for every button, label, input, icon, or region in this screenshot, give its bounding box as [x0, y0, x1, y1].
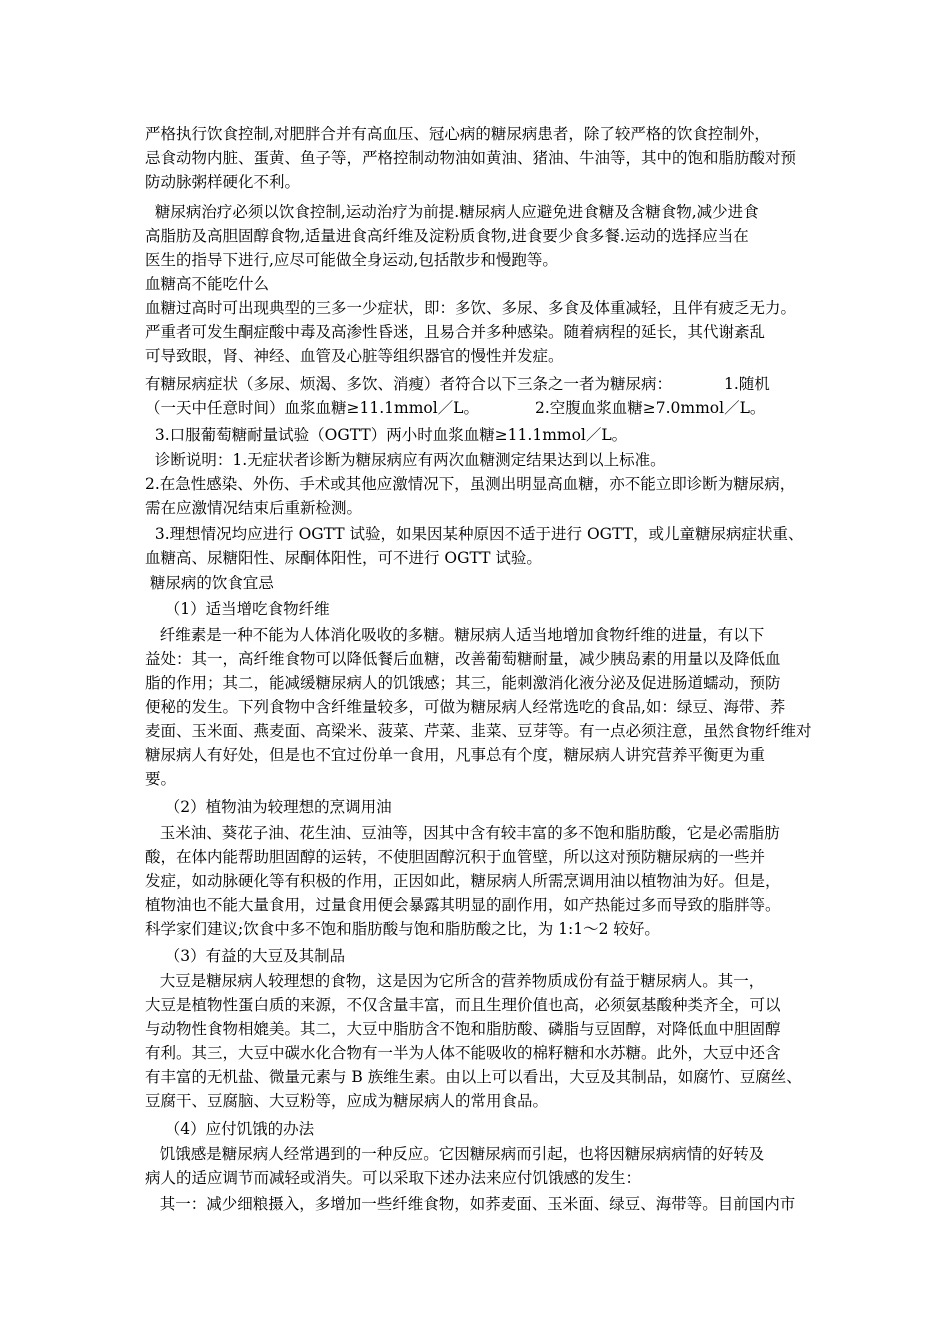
- text-line: 大豆是糖尿病人较理想的食物，这是因为它所含的营养物质成份有益于糖尿病人。其一，: [145, 972, 765, 990]
- subheading: （1）适当增吃食物纤维: [145, 600, 330, 618]
- text-line: 玉米油、葵花子油、花生油、豆油等，因其中含有较丰富的多不饱和脂肪酸，它是必需脂肪: [145, 824, 780, 842]
- section-heading: 糖尿病的饮食宜忌: [145, 574, 274, 592]
- text-line: 发症，如动脉硬化等有积极的作用，正因如此，糖尿病人所需烹调用油以植物油为好。但是，: [145, 872, 781, 890]
- text-line: 大豆是植物性蛋白质的来源，不仅含量丰富，而且生理价值也高，必须氨基酸种类齐全，可以: [145, 996, 781, 1014]
- text-line: 血糖高、尿糖阳性、尿酮体阳性，可不进行 OGTT 试验。: [145, 549, 542, 567]
- text-line: 与动物性食物相媲美。其二，大豆中脂肪含不饱和脂肪酸、磷脂与豆固醇，对降低血中胆固醇: [145, 1020, 781, 1038]
- text-line: 2.在急性感染、外伤、手术或其他应激情况下，虽测出明显高血糖，亦不能立即诊断为糖尿病，: [145, 475, 796, 493]
- text-line: 其一：减少细粮摄入，多增加一些纤维食物，如荞麦面、玉米面、绿豆、海带等。目前国内市: [145, 1195, 796, 1213]
- text-line: 酸，在体内能帮助胆固醇的运转，不使胆固醇沉积于血管壁，所以这对预防糖尿病的一些并: [145, 848, 766, 866]
- criteria-2: 2.空腹血浆血糖≥7.0mmol／L。: [534, 399, 766, 417]
- text-line: 3.理想情况均应进行 OGTT 试验，如果因某种原因不适于进行 OGTT，或儿童糖尿病症状重、: [145, 525, 804, 543]
- text-line: [145, 397, 825, 421]
- subheading: （2）植物油为较理想的烹调用油: [145, 798, 392, 816]
- text-line: 便秘的发生。下列食物中含纤维量较多，可做为糖尿病人经常选吃的食品,如：绿豆、海带、荞: [145, 698, 786, 716]
- text-line: 饥饿感是糖尿病人经常遇到的一种反应。它因糖尿病而引起，也将因糖尿病病情的好转及: [145, 1145, 765, 1163]
- section-heading: 血糖高不能吃什么: [145, 275, 270, 293]
- text-line: 麦面、玉米面、燕麦面、高梁米、菠菜、芹菜、韭菜、豆芽等。有一点必须注意，虽然食物纤维对: [145, 722, 812, 740]
- text-line: 诊断说明：1.无症状者诊断为糖尿病应有两次血糖测定结果达到以上标准。: [145, 451, 666, 469]
- text-line: 严重者可发生酮症酸中毒及高渗性昏迷，且易合并多种感染。随着病程的延长，其代谢紊乱: [145, 323, 766, 341]
- text-line: 可导致眼，肾、神经、血管及心脏等组织器官的慢性并发症。: [145, 347, 564, 365]
- criteria-1: （一天中任意时间）血浆血糖≥11.1mmol／L。: [145, 399, 479, 417]
- text-line: 糖尿病人有好处，但是也不宜过份单一食用，凡事总有个度，糖尿病人讲究营养平衡更为重: [145, 746, 766, 764]
- text-line: 血糖过高时可出现典型的三多一少症状，即：多饮、多尿、多食及体重减轻，且伴有疲乏无力。: [145, 299, 797, 317]
- text-line: [145, 373, 825, 397]
- text-line: 有利。其三，大豆中碳水化合物有一半为人体不能吸收的棉籽糖和水苏糖。此外，大豆中还含: [145, 1044, 781, 1062]
- criteria-3: 3.口服葡萄糖耐量试验（OGTT）两小时血浆血糖≥11.1mmol／L。: [145, 426, 628, 444]
- text-line: 有丰富的无机盐、微量元素与 B 族维生素。由以上可以看出，大豆及其制品，如腐竹、豆腐丝、: [145, 1068, 802, 1086]
- text-line: 病人的适应调节而减轻或消失。可以采取下述办法来应付饥饿感的发生：: [145, 1169, 642, 1187]
- text-line: 糖尿病治疗必须以饮食控制,运动治疗为前提.糖尿病人应避免进食糖及含糖食物,减少进食: [145, 203, 759, 221]
- text-line: 纤维素是一种不能为人体消化吸收的多糖。糖尿病人适当地增加食物纤维的进量，有以下: [145, 626, 765, 644]
- text-line: 需在应激情况结束后重新检测。: [145, 499, 363, 517]
- text-line: 豆腐干、豆腐脑、大豆粉等，应成为糖尿病人的常用食品。: [145, 1092, 549, 1110]
- text-line: 高脂肪及高胆固醇食物,适量进食高纤维及淀粉质食物,进食要少食多餐.运动的选择应当在: [145, 227, 749, 245]
- text-line: 严格执行饮食控制,对肥胖合并有高血压、冠心病的糖尿病患者，除了较严格的饮食控制外，: [145, 125, 770, 143]
- subheading: （4）应付饥饿的办法: [145, 1120, 315, 1138]
- text-line: 脂的作用；其二，能减缓糖尿病人的饥饿感；其三，能刺激消化液分泌及促进肠道蠕动，预防: [145, 674, 781, 692]
- criteria-1-label: 1.随机: [724, 375, 770, 393]
- text-line: 防动脉粥样硬化不利。: [145, 173, 301, 191]
- text-line: 忌食动物内脏、蛋黄、鱼子等，严格控制动物油如黄油、猪油、牛油等，其中的饱和脂肪酸对预: [145, 149, 797, 167]
- text-line: 医生的指导下进行,应尽可能做全身运动,包括散步和慢跑等。: [145, 251, 558, 269]
- text-line: 益处：其一，高纤维食物可以降低餐后血糖，改善葡萄糖耐量，减少胰岛素的用量以及降低血: [145, 650, 781, 668]
- criteria-intro: 有糖尿病症状（多尿、烦渴、多饮、消瘦）者符合以下三条之一者为糖尿病：: [145, 375, 673, 393]
- text-line: 植物油也不能大量食用，过量食用便会暴露其明显的副作用，如产热能过多而导致的脂胖等。: [145, 896, 781, 914]
- text-line: 科学家们建议;饮食中多不饱和脂肪酸与饱和脂肪酸之比，为 1:1～2 较好。: [145, 920, 660, 938]
- text-line: 要。: [145, 770, 177, 788]
- subheading: （3）有益的大豆及其制品: [145, 947, 346, 965]
